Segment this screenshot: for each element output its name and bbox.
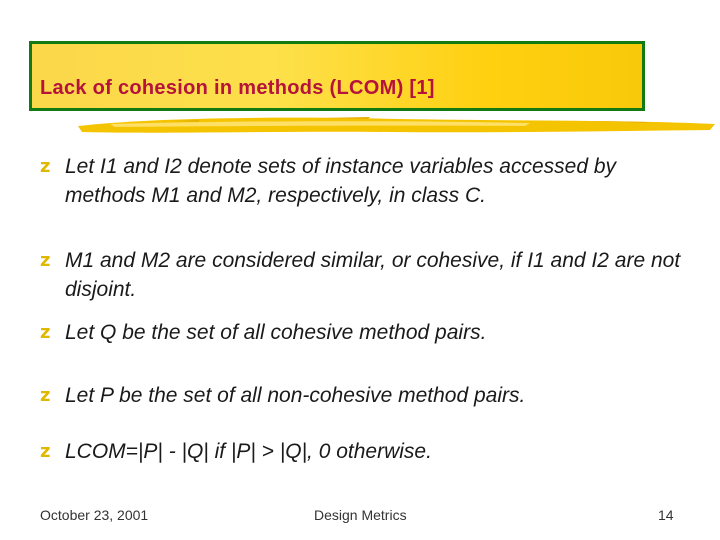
bullet-text: Let I1 and I2 denote sets of instance variables accessed by methods M1 and M2, respectively, in class C. — [65, 155, 617, 207]
page-number: 14 — [658, 507, 674, 523]
bullet-text: M1 and M2 are considered similar, or cohesive, if I1 and I2 are not disjoint. — [65, 249, 681, 301]
footer-date: October 23, 2001 — [40, 507, 149, 523]
z-bullet-icon: z — [40, 441, 51, 462]
z-bullet-icon: z — [40, 322, 51, 343]
z-bullet-icon: z — [40, 385, 51, 406]
footer-title: Design Metrics — [314, 507, 407, 523]
z-bullet-icon: z — [40, 250, 51, 271]
bullet-text: Let Q be the set of all cohesive method pairs. — [65, 321, 487, 344]
bullet-text: Let P be the set of all non-cohesive method pairs. — [65, 384, 526, 407]
title-box — [29, 41, 645, 111]
slide-title: Lack of cohesion in methods (LCOM) [1] — [40, 77, 435, 99]
brush-stroke-underline — [70, 112, 720, 138]
z-bullet-icon: z — [40, 156, 51, 177]
bullet-text: LCOM=|P| - |Q| if |P| > |Q|, 0 otherwise. — [65, 440, 432, 463]
